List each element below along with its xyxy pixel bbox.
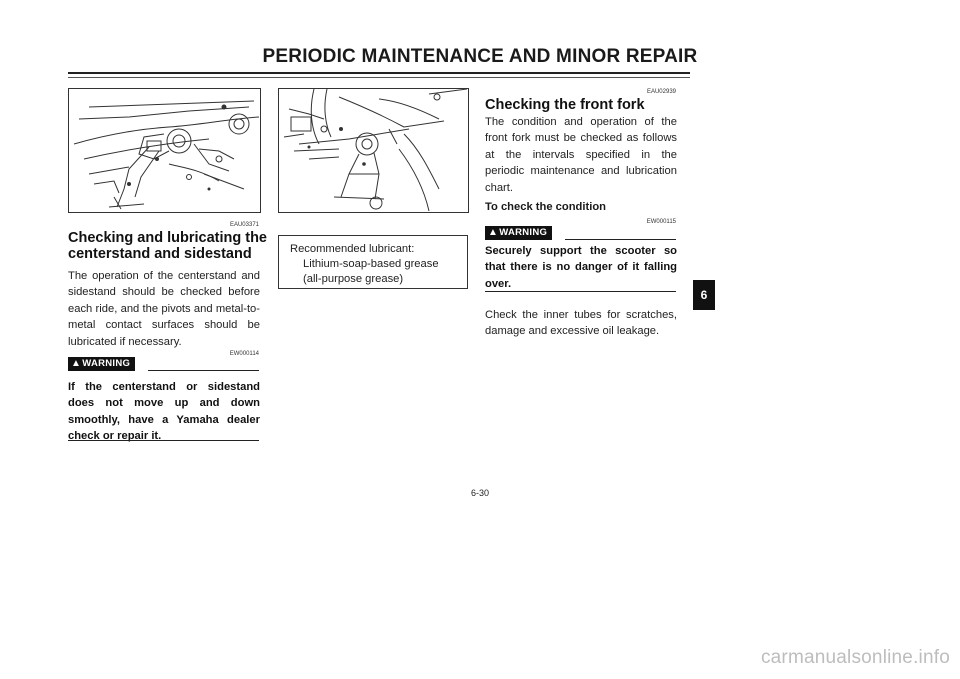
warning-badge-right: ▲WARNING: [485, 226, 552, 240]
warning-badge: ▲WARNING: [68, 357, 135, 371]
title-rule-thin: [68, 77, 690, 78]
warning-text: If the centerstand or sidestand does not move up and down smoothly, have a Yamaha dealer check or repair it.: [68, 381, 260, 443]
section-heading-line1: Checking and lubricating the: [68, 230, 267, 246]
centerstand-illustration: [279, 89, 468, 212]
section-body: The operation of the centerstand and sidestand should be checked before each ride, and the pivots and metal-to-metal contact surfaces should be lubricated if necessary.: [68, 270, 260, 348]
centerstand-figure: [278, 88, 469, 213]
warning-code: EW000114: [229, 351, 259, 357]
chapter-tab: 6: [693, 280, 715, 310]
warning-triangle-icon: ▲: [488, 227, 499, 238]
sidestand-figure: [68, 88, 261, 213]
warning-triangle-icon: ▲: [71, 358, 82, 369]
warning-code-right: EW000115: [646, 219, 676, 225]
page-title: PERIODIC MAINTENANCE AND MINOR REPAIR: [262, 46, 698, 67]
warning-rule-top-right: [565, 239, 676, 240]
front-fork-heading: Checking the front fork: [485, 97, 645, 113]
title-rule: [68, 72, 690, 74]
warning-text-right: Securely support the scooter so that there is no danger of it falling over.: [485, 245, 677, 290]
warning-rule-bottom-right: [485, 291, 676, 292]
front-fork-body: The condition and operation of the front fork must be checked as follows at the intervals specified in the periodic maintenance and lubrication chart.: [485, 116, 677, 194]
check-condition-subheading: To check the condition: [485, 201, 606, 213]
lubricant-box: [278, 235, 468, 289]
section-code: EAU03371: [229, 222, 259, 228]
warning-rule-bottom: [68, 440, 259, 441]
section-heading-line2: centerstand and sidestand: [68, 246, 252, 262]
section-code-right: EAU02939: [646, 89, 676, 95]
warning-rule-top: [148, 370, 259, 371]
lubricant-note: (all-purpose grease): [303, 273, 404, 285]
sidestand-illustration: [69, 89, 260, 212]
watermark: carmanualsonline.info: [760, 647, 950, 668]
lubricant-label: Recommended lubricant:: [290, 243, 415, 255]
lubricant-type: Lithium-soap-based grease: [303, 258, 439, 270]
page-number: 6-30: [470, 488, 489, 498]
inner-tube-check-text: Check the inner tubes for scratches, damage and excessive oil leakage.: [485, 309, 677, 338]
